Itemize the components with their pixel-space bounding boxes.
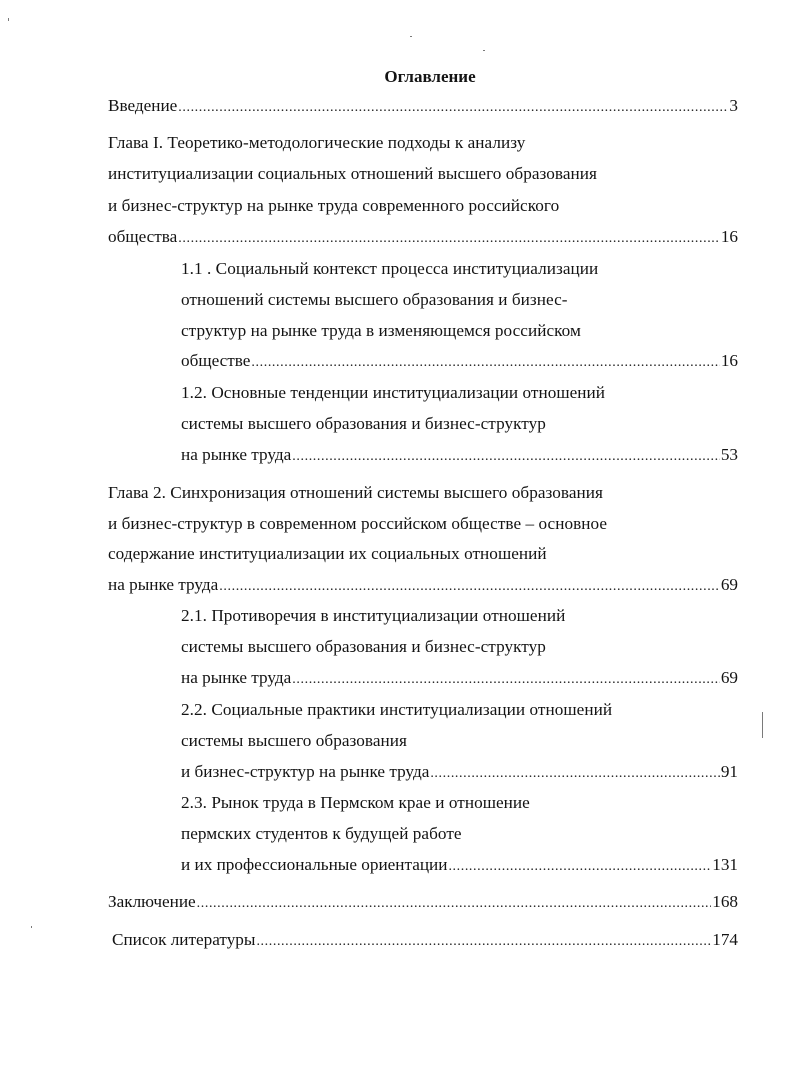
scan-speck (762, 712, 763, 738)
toc-page-number: 69 (720, 668, 738, 687)
toc-entry-section-1-1 (181, 350, 738, 374)
toc-leader-dots (448, 856, 711, 878)
toc-page-number: 168 (712, 892, 738, 911)
toc-entry-section-1-2 (181, 444, 738, 468)
toc-entry-intro (108, 95, 738, 119)
scan-speck (8, 18, 9, 21)
toc-leader-dots (251, 352, 719, 374)
toc-label: и их профессиональные ориентации (181, 855, 448, 874)
section-1-2-line: системы высшего образования и бизнес-структур (181, 414, 546, 433)
section-1-1-line: структур на рынке труда в изменяющемся российском (181, 321, 581, 340)
toc-entry-bibliography (112, 929, 738, 953)
toc-page-number: 91 (720, 762, 738, 781)
toc-leader-dots (292, 669, 720, 691)
toc-page-number: 16 (720, 227, 738, 246)
chapter2-line: и бизнес-структур в современном российском обществе – основное (108, 514, 608, 533)
toc-page-number: 69 (720, 575, 738, 594)
section-2-2-line: 2.2. Социальные практики институциализации отношений (181, 700, 613, 719)
toc-entry-section-2-1 (181, 667, 738, 691)
toc-entry-chapter1 (108, 226, 738, 250)
toc-leader-dots (292, 446, 720, 468)
scan-speck (31, 926, 32, 928)
toc-label: на рынке труда (181, 668, 292, 687)
section-2-1-line: системы высшего образования и бизнес-структур (181, 637, 546, 656)
section-2-3-line: 2.3. Рынок труда в Пермском крае и отношение (181, 793, 530, 812)
toc-entry-chapter2 (108, 574, 738, 598)
chapter1-line: институциализации социальных отношений высшего образования (108, 164, 597, 183)
section-1-2-line: 1.2. Основные тенденции институциализации отношений (181, 383, 606, 402)
toc-page-number: 131 (712, 855, 738, 874)
toc-leader-dots (197, 893, 712, 915)
section-2-3-line: пермских студентов к будущей работе (181, 824, 462, 843)
toc-leader-dots (430, 763, 719, 785)
scan-speck (483, 50, 485, 51)
chapter1-line: и бизнес-структур на рынке труда современного российского (108, 196, 560, 215)
toc-label: Введение (108, 96, 178, 115)
toc-label: на рынке труда (181, 445, 292, 464)
toc-leader-dots (178, 97, 728, 119)
toc-page-number: 3 (729, 96, 738, 115)
toc-label: на рынке труда (108, 575, 219, 594)
toc-page-number: 174 (712, 930, 738, 949)
toc-leader-dots (219, 576, 720, 598)
section-1-1-line: 1.1 . Социальный контекст процесса институциализации (181, 259, 599, 278)
toc-label: Список литературы (112, 930, 256, 949)
section-2-1-line: 2.1. Противоречия в институциализации отношений (181, 606, 566, 625)
toc-leader-dots (178, 228, 720, 250)
chapter2-line: содержание институциализации их социальных отношений (108, 544, 547, 563)
toc-page-number: 16 (720, 351, 738, 370)
toc-entry-section-2-2 (181, 761, 738, 785)
toc-label: Заключение (108, 892, 196, 911)
section-2-2-line: системы высшего образования (181, 731, 407, 750)
chapter1-line: Глава I. Теоретико-методологические подходы к анализу (108, 133, 526, 152)
toc-leader-dots (256, 931, 711, 953)
chapter2-line: Глава 2. Синхронизация отношений системы высшего образования (108, 483, 603, 502)
toc-page-number: 53 (720, 445, 738, 464)
toc-label: обществе (181, 351, 251, 370)
toc-entry-conclusion (108, 891, 738, 915)
document-title: Оглавление (384, 67, 476, 86)
section-1-1-line: отношений системы высшего образования и бизнес- (181, 290, 568, 309)
toc-label: общества (108, 227, 178, 246)
toc-entry-section-2-3 (181, 854, 738, 878)
scan-speck (410, 36, 412, 37)
toc-label: и бизнес-структур на рынке труда (181, 762, 430, 781)
